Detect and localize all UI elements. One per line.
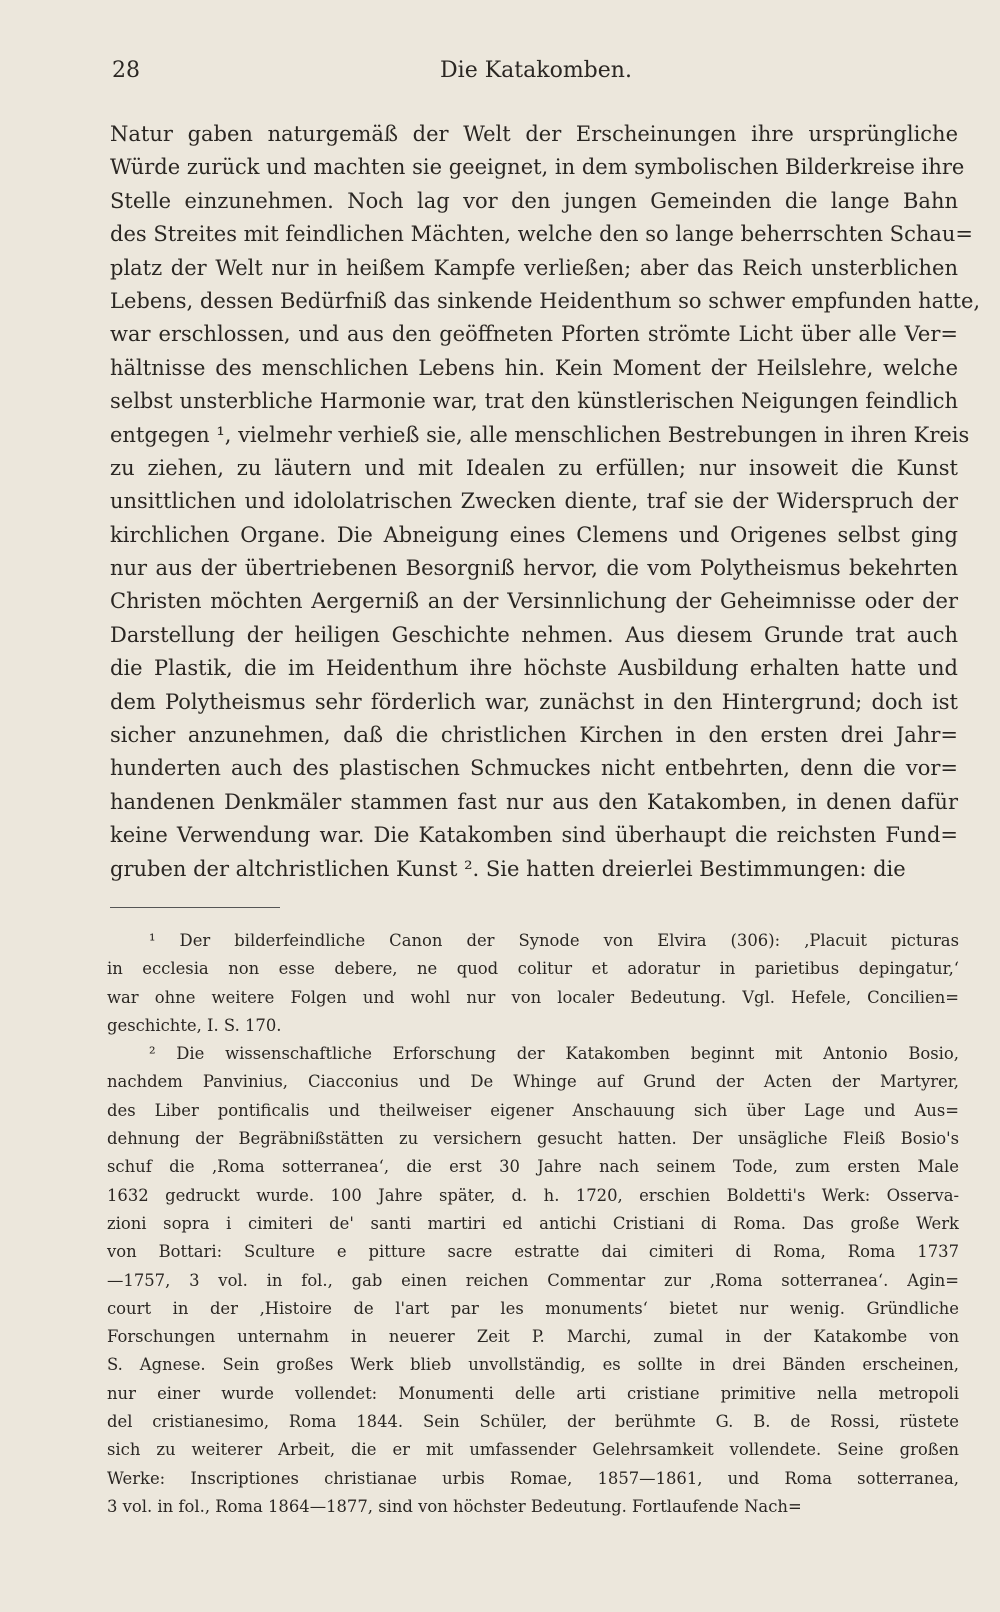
body-line: die Plastik, die im Heidenthum ihre höchste Ausbildung erhalten hatte und bbox=[110, 656, 958, 681]
body-line: unsittlichen und idololatrischen Zwecken diente, traf sie der Widerspruch der bbox=[110, 489, 958, 514]
body-line: hunderten auch des plastischen Schmuckes nicht entbehrten, denn die vor= bbox=[110, 756, 958, 781]
footnote-line: Forschungen unternahm in neuerer Zeit P. Marchi, zumal in der Katakombe von bbox=[107, 1327, 959, 1347]
page-header bbox=[112, 58, 960, 88]
footnote-line: von Bottari: Sculture e pitture sacre estratte dai cimiteri di Roma, Roma 1737 bbox=[107, 1242, 959, 1262]
body-line: nur aus der übertriebenen Besorgniß hervor, die vom Polytheismus bekehrten bbox=[110, 556, 958, 581]
body-line: handenen Denkmäler stammen fast nur aus den Katakomben, in denen dafür bbox=[110, 789, 958, 814]
body-line: Würde zurück und machten sie geeignet, in dem symbolischen Bilderkreise ihre bbox=[110, 155, 965, 180]
footnote-line: schuf die ‚Roma sotterranea‘, die erst 30 Jahre nach seinem Tode, zum ersten Male bbox=[107, 1157, 959, 1177]
footnote-line: ¹ Der bilderfeindliche Canon der Synode von Elvira (306): ‚Placuit picturas bbox=[149, 931, 959, 950]
footnote-line: sich zu weiterer Arbeit, die er mit umfassender Gelehrsamkeit vollendete. Seine großen bbox=[107, 1440, 959, 1460]
body-line: platz der Welt nur in heißem Kampfe verließen; aber das Reich unsterblichen bbox=[110, 255, 958, 280]
body-line: war erschlossen, und aus den geöffneten Pforten strömte Licht über alle Ver= bbox=[110, 322, 958, 347]
footnote-line: 3 vol. in fol., Roma 1864—1877, sind von höchster Bedeutung. Fortlaufende Nach= bbox=[107, 1496, 802, 1516]
footnote-line: geschichte, I. S. 170. bbox=[107, 1015, 282, 1035]
footnote-line: Werke: Inscriptiones christianae urbis Romae, 1857—1861, und Roma sotterranea, bbox=[107, 1468, 959, 1488]
footnote-line: zioni sopra i cimiteri de' santi martiri ed antichi Cristiani di Roma. Das große Werk bbox=[107, 1213, 959, 1233]
body-line: Stelle einzunehmen. Noch lag vor den jungen Gemeinden die lange Bahn bbox=[110, 188, 958, 213]
footnotes bbox=[107, 927, 959, 1521]
footnote-line: war ohne weitere Folgen und wohl nur von localer Bedeutung. Vgl. Hefele, Concilien= bbox=[107, 987, 959, 1007]
footnote-line: 1632 gedruckt wurde. 100 Jahre später, d. h. 1720, erschien Boldetti's Werk: Osserva- bbox=[107, 1185, 959, 1205]
page-number: 28 bbox=[112, 58, 140, 83]
footnote-line: S. Agnese. Sein großes Werk blieb unvollständig, es sollte in drei Bänden erscheinen, bbox=[107, 1355, 959, 1375]
footnote-line: in ecclesia non esse debere, ne quod colitur et adoratur in parietibus depingatur,‘ bbox=[107, 959, 959, 979]
footnote-line: del cristianesimo, Roma 1844. Sein Schüler, der berühmte G. B. de Rossi, rüstete bbox=[107, 1412, 959, 1432]
footnote-line: court in der ‚Histoire de l'art par les monuments‘ bietet nur wenig. Gründliche bbox=[107, 1298, 959, 1318]
footnote-separator bbox=[110, 907, 280, 908]
body-line: Christen möchten Aergerniß an der Versinnlichung der Geheimnisse oder der bbox=[110, 589, 958, 614]
footnote-line: nur einer wurde vollendet: Monumenti delle arti cristiane primitive nella metropoli bbox=[107, 1383, 959, 1403]
footnote-line: des Liber pontificalis und theilweiser eigener Anschauung sich über Lage und Aus= bbox=[107, 1100, 959, 1120]
running-head: Die Katakomben. bbox=[440, 58, 632, 83]
body-line: entgegen ¹, vielmehr verhieß sie, alle menschlichen Bestrebungen in ihren Kreis bbox=[110, 422, 970, 447]
body-line: zu ziehen, zu läutern und mit Idealen zu erfüllen; nur insoweit die Kunst bbox=[110, 455, 958, 480]
body-line: sicher anzunehmen, daß die christlichen Kirchen in den ersten drei Jahr= bbox=[110, 723, 958, 748]
body-line: Lebens, dessen Bedürfniß das sinkende Heidenthum so schwer empfunden hatte, bbox=[110, 288, 981, 313]
footnote-line: —1757, 3 vol. in fol., gab einen reichen Commentar zur ‚Roma sotterranea‘. Agin= bbox=[107, 1270, 959, 1290]
body-line: dem Polytheismus sehr förderlich war, zunächst in den Hintergrund; doch ist bbox=[110, 689, 958, 714]
body-line: Natur gaben naturgemäß der Welt der Erscheinungen ihre ursprüngliche bbox=[110, 122, 958, 146]
body-line: Darstellung der heiligen Geschichte nehmen. Aus diesem Grunde trat auch bbox=[110, 622, 958, 647]
body-line: gruben der altchristlichen Kunst ². Sie hatten dreierlei Bestimmungen: die bbox=[110, 856, 906, 881]
body-text bbox=[110, 118, 981, 886]
body-line: hältnisse des menschlichen Lebens hin. Kein Moment der Heilslehre, welche bbox=[110, 355, 958, 380]
body-line: des Streites mit feindlichen Mächten, welche den so lange beherrschten Schau= bbox=[110, 222, 973, 247]
body-line: kirchlichen Organe. Die Abneigung eines Clemens und Origenes selbst ging bbox=[110, 522, 958, 547]
footnote-line: dehnung der Begräbnißstätten zu versichern gesucht hatten. Der unsägliche Fleiß Bosio's bbox=[107, 1129, 959, 1149]
body-line: selbst unsterbliche Harmonie war, trat den künstlerischen Neigungen feindlich bbox=[110, 389, 958, 414]
body-line: keine Verwendung war. Die Katakomben sind überhaupt die reichsten Fund= bbox=[110, 823, 958, 848]
footnote-line: nachdem Panvinius, Ciacconius und De Whinge auf Grund der Acten der Martyrer, bbox=[107, 1072, 959, 1092]
footnote-line: ² Die wissenschaftliche Erforschung der Katakomben beginnt mit Antonio Bosio, bbox=[149, 1044, 959, 1064]
